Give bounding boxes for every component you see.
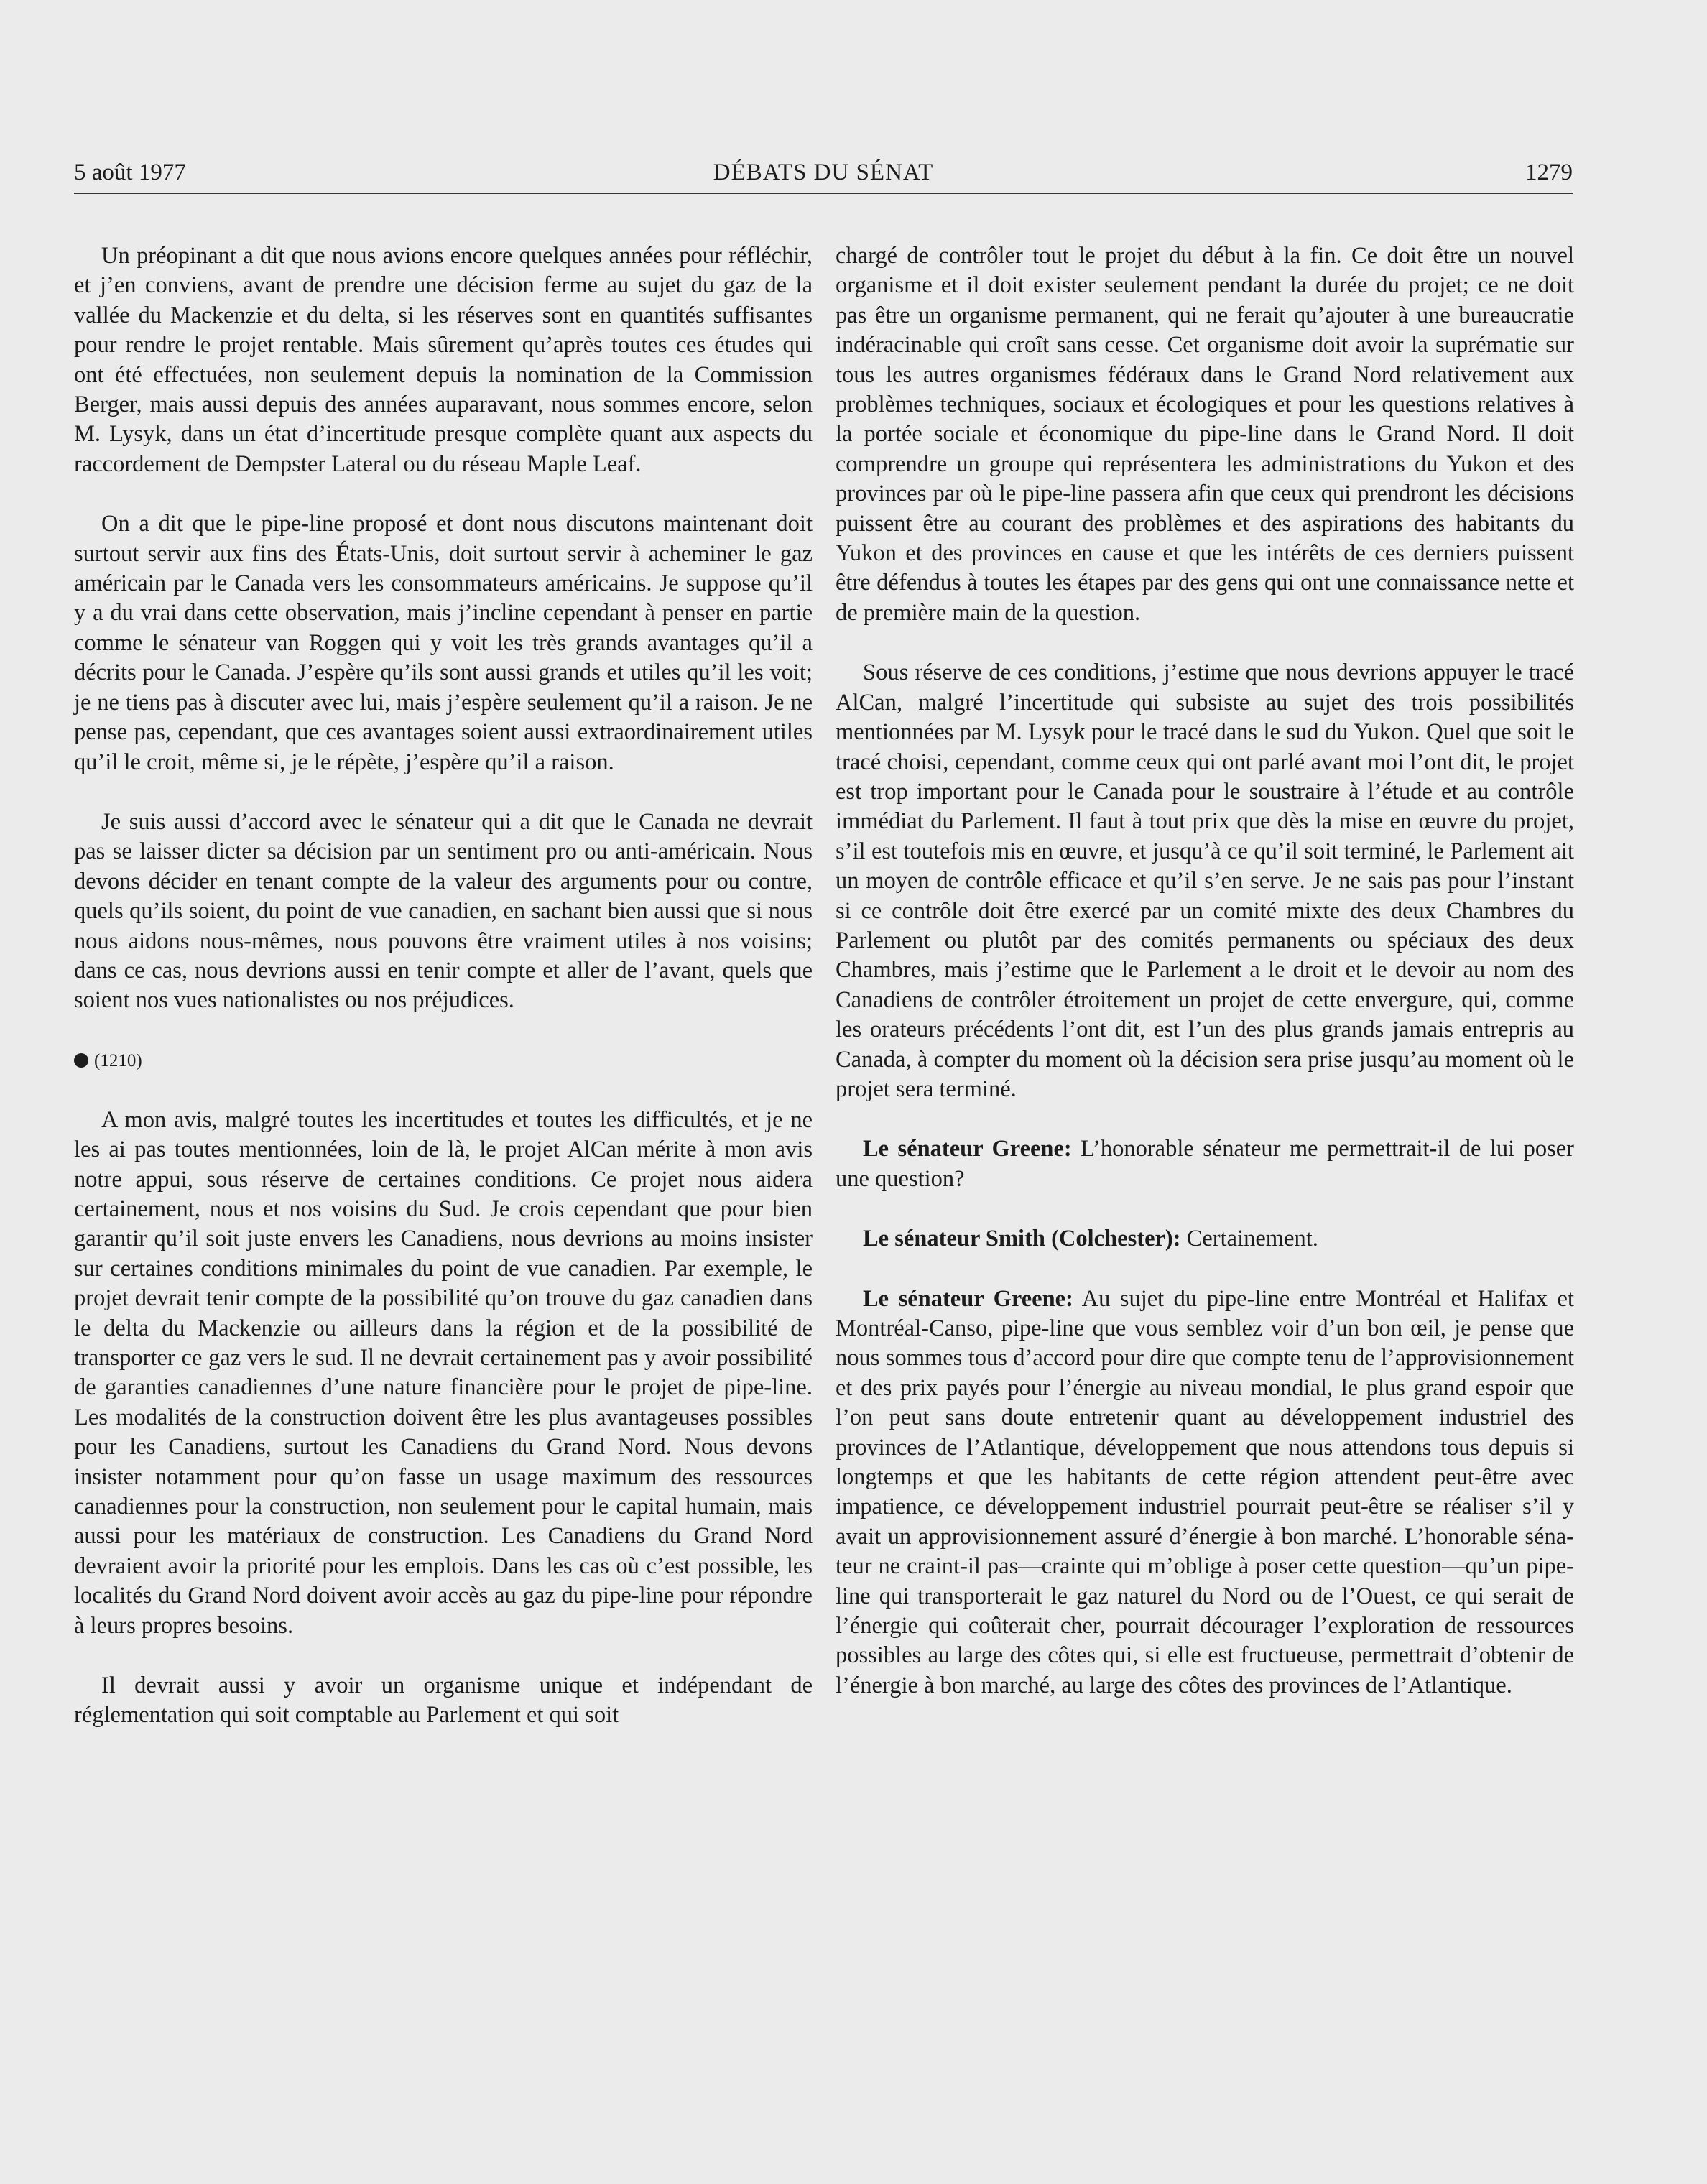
speech-text: Certainement. xyxy=(1180,1226,1318,1252)
header-date: 5 août 1977 xyxy=(74,159,186,185)
paragraph: Sous réserve de ces conditions, j’estime que nous devrions appuyer le tracé AlCan, malgré l’incertitude qui subsiste au sujet des trois possibilités mentionnées par M. Lysyk pour le tracé dans le sud du Yukon. Quel que soit le tracé choisi, cependant, comme ceux qui ont parlé avant moi l’ont dit, le projet est trop important pour le Canada pour le soustraire à l’étude et au contrôle immédiat du Parlement. Il faut à tout prix que dès la mise en œuvre du projet, s’il est toutefois mis en œuvre, et jusqu’à ce qu’il soit terminé, le Parlement ait un moyen de contrôle efficace et qu’il s’en serve. Je ne sais pas pour l’instant si ce contrôle doit être exercé par un comité mixte des deux Chambres du Parlement ou plutôt par des comités permanents ou spéciaux des deux Chambres, mais j’estime que le Parlement a le droit et le devoir au nom des Canadiens de contrôler étroitement un projet de cette envergure, qui, comme les orateurs précédents l’ont dit, est l’un des plus grands jamais entrepris au Canada, à compter du moment où la décision sera prise jusqu’au moment où le projet sera terminé. xyxy=(836,660,1574,1102)
time-marker-label: (1210) xyxy=(94,1050,142,1070)
speech-question xyxy=(836,1134,1574,1194)
speech-text: L’honorable sénateur me permettrait-il de lui poser une question? xyxy=(836,1136,1574,1192)
paragraph-continuation: chargé de contrôler tout le projet du début à la fin. Ce doit être un nouvel organisme et il doit exister seulement pendant la durée du projet; ce ne doit pas être un organisme permanent, qui ne ferait qu’ajouter à une bureaucratie indéracinable qui croît sans cesse. Cet organisme doit avoir la suprématie sur tous les autres organismes fédéraux dans le Grand Nord relativement aux problèmes techniques, sociaux et écologiques et pour les questions relatives à la portée sociale et économique du pipe-line dans le Grand Nord. Il doit comprendre un groupe qui représentera les administrations du Yukon et des provinces par où le pipe-line passera afin que ceux qui prendront les décisions puissent être au courant des problèmes et des aspirations des habitants du Yukon et des provinces en cause et que les intérêts de ces derniers puissent être défendus à toutes les étapes par des gens qui ont une connaissance nette et de première main de la question. xyxy=(836,243,1574,626)
time-marker xyxy=(74,1046,813,1075)
speech-answer xyxy=(836,1224,1574,1254)
paragraph: Je suis aussi d’accord avec le sénateur qui a dit que le Canada ne devrait pas se laisser dicter sa décision par un sentiment pro ou anti-américain. Nous devons décider en tenant compte de la valeur des arguments pour ou contre, quels qu’ils soient, du point de vue canadien, en sachant bien aussi que si nous nous aidons nous-mêmes, nous pouvons être vraiment utiles à nos voisins; dans ce cas, nous devrions aussi en tenir compte et aller de l’avant, quels que soient nos vues nationalistes ou nos préjudices. xyxy=(74,808,813,1014)
paragraph: A mon avis, malgré toutes les incertitudes et toutes les difficultés, et je ne les ai pas toutes mentionnées, loin de là, le projet AlCan mérite à mon avis notre appui, sous réserve de certaines conditions. Ce projet nous aidera certainement, nous et nos voisins du Sud. Je crois cependant que pour bien garantir qu’il soit juste envers les Canadiens, nous devrions au moins insister sur certaines conditions minimales du point de vue canadien. Par exemple, le projet devrait tenir compte de la possibilité qu’on trouve du gaz canadien dans le delta du Mackenzie ou ailleurs dans la région et de la possibilité de transporter ce gaz vers le sud. Il ne devrait certainement pas y avoir possibilité de garanties canadiennes d’une nature financière pour le projet de pipe-line. Les modalités de la construction doivent être les plus avantageuses possibles pour les Canadiens, surtout les Canadiens du Grand Nord. Nous devons insister notamment pour qu’on fasse un usage maximum des ressources canadiennes pour la construction, non seulement pour le capital humain, mais aussi pour les matériaux de construction. Les Canadiens du Grand Nord devraient avoir la priorité pour les emplois. Dans les cas où c’est possible, les localités du Grand Nord doivent avoir accès au gaz du pipe-line pour répondre à leurs propres besoins. xyxy=(74,1106,813,1639)
header-page-number: 1279 xyxy=(1525,159,1573,185)
left-column xyxy=(74,241,813,1731)
speech-text: Au sujet du pipe-line entre Montréal et Halifax et Montréal-Canso, pipe-line que vous semblez voir d’un bon œil, je pense que nous sommes tous d’accord pour dire que compte tenu de l’approvisionnement et des prix payés pour l’énergie au niveau mondial, le plus grand espoir que l’on peut sans doute entretenir quant au développement industriel des provinces de l’Atlantique, développement que nous attendons tous depuis si longtemps et que les habitants de cette région attendent peut-être avec impatience, ce développement industriel pourrait peut-être se réaliser s’il y avait un approvisionnement assuré d’énergie à bon marché. L’honorable sénateur ne craint-il pas—crainte qui m’oblige à poser cette question—qu’un pipe-line qui transporterait le gaz naturel du Nord ou de l’Ouest, ce qui serait de l’énergie qui coûterait cher, pourrait décourager l’exploration de ressources possibles au large des côtes qui, si elle est fructueuse, permettrait d’obtenir de l’énergie à bon marché, au large des côtes des provinces de l’Atlantique. xyxy=(836,1285,1575,1698)
bullet-dot-icon xyxy=(74,1053,88,1068)
page-header xyxy=(74,157,1573,194)
paragraph: Un préopinant a dit que nous avions encore quelques années pour réfléchir, et j’en conviens, avant de prendre une décision ferme au sujet du gaz de la vallée du Mackenzie et du delta, si les réserves sont en quantités suffisantes pour rendre le projet rentable. Mais sûrement qu’après toutes ces études qui ont été effectuées, non seulement depuis la nomination de la Commission Berger, mais aussi depuis des années auparavant, nous sommes encore, selon M. Lysyk, dans un état d’incertitude presque complète quant aux aspects du raccordement de Dempster Lateral ou du réseau Maple Leaf. xyxy=(74,243,813,477)
header-title: DÉBATS DU SÉNAT xyxy=(713,159,934,185)
paragraph: On a dit que le pipe-line proposé et dont nous discutons maintenant doit surtout servir aux fins des États-Unis, doit surtout servir à acheminer le gaz américain par le Canada vers les consommateurs américains. Je suppose qu’il y a du vrai dans cette observation, mais j’incline cependant à penser en partie comme le sénateur van Roggen qui y voit les très grands avantages qu’il a décrits pour le Canada. J’espère qu’ils sont aussi grands et utiles qu’il les voit; je ne tiens pas à discuter avec lui, mais j’espère seulement qu’il a raison. Je ne pense pas, cependant, que ces avantages soient aussi extraordinairement utiles qu’il le croit, même si, je le répète, j’espère qu’il a raison. xyxy=(74,511,813,775)
speaker-name: Le sénateur Greene: xyxy=(863,1136,1072,1162)
speaker-name: Le sénateur Greene: xyxy=(863,1285,1073,1312)
paragraph: Il devrait aussi y avoir un organisme unique et indépendant de réglementation qui soit comptable au Parlement et qui soit xyxy=(74,1672,813,1729)
speaker-name: Le sénateur Smith (Colchester): xyxy=(863,1226,1181,1252)
speech-question xyxy=(836,1285,1574,1701)
right-column xyxy=(836,241,1574,1701)
